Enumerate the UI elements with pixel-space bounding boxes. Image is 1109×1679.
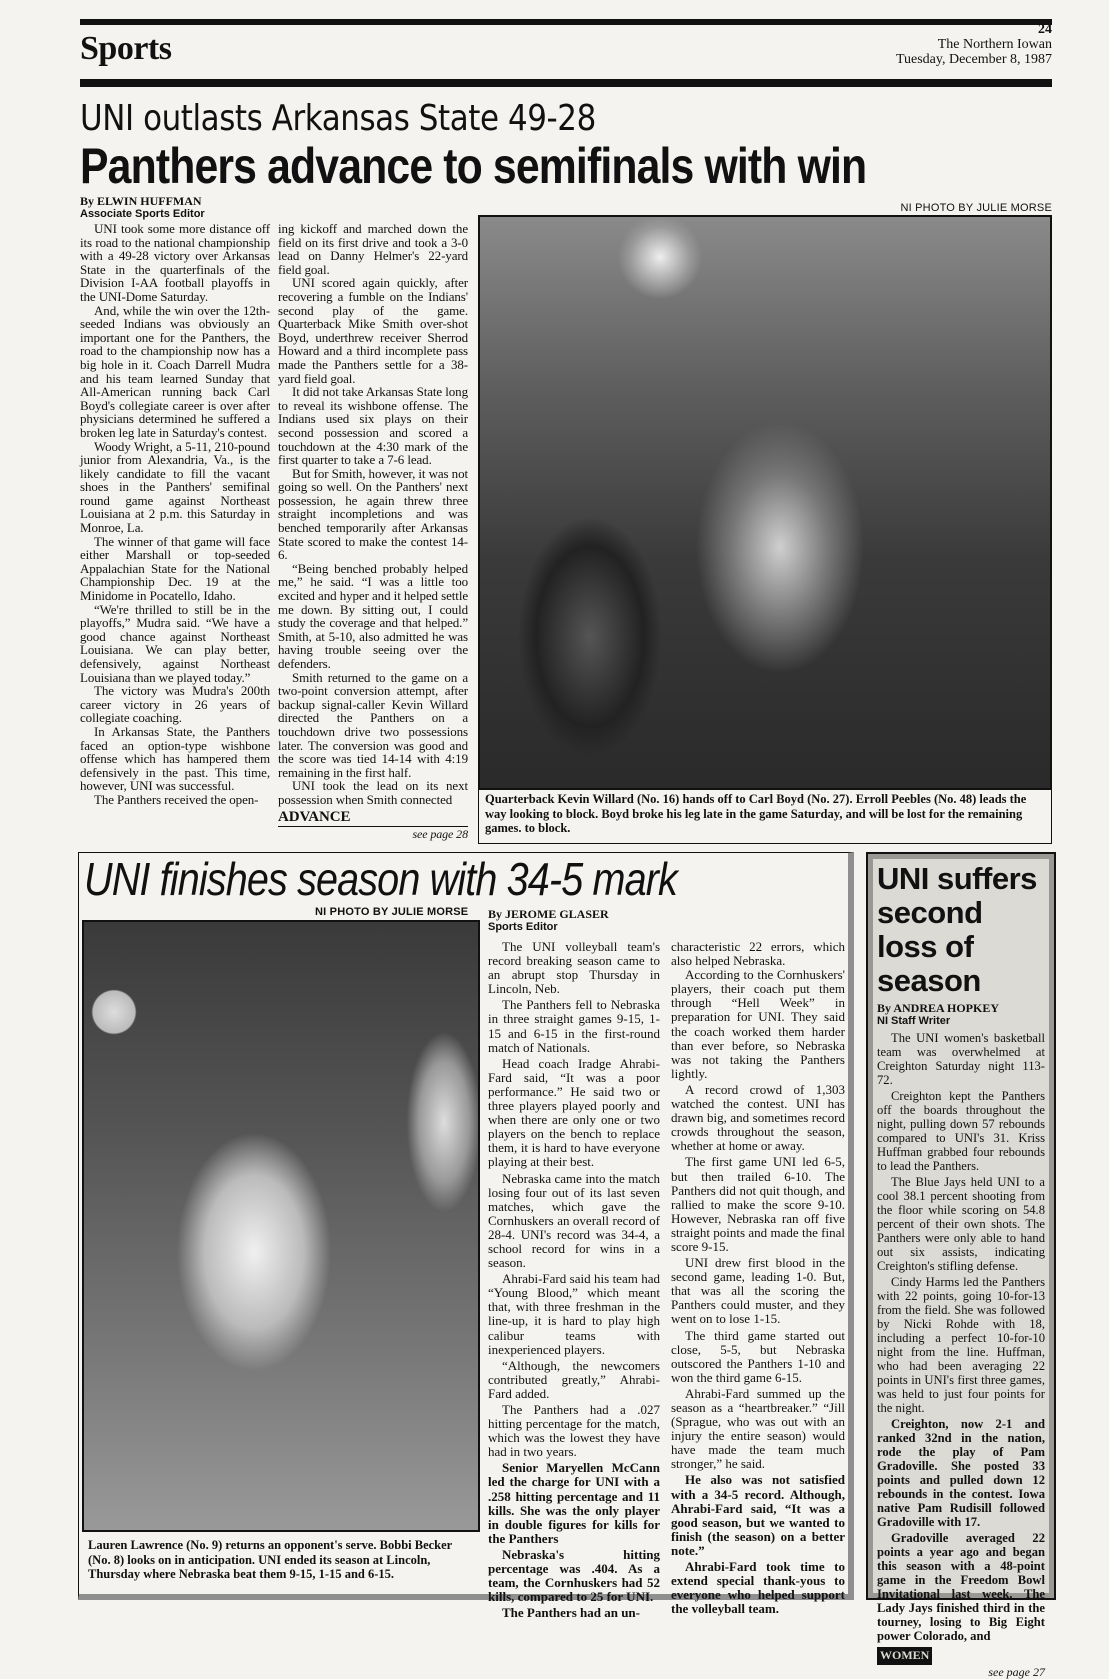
paragraph: characteristic 22 errors, which also helped Nebraska. [671,939,845,969]
volleyball-column-2 [671,940,845,1618]
paragraph: It did not take Arkansas State long to reveal its wishbone offense. The Indians used six plays on their second possession and scored a touchdown at the 4:30 mark of the first quarter to take a 7-6 lead. [278,384,468,468]
basketball-body [877,1031,1045,1643]
masthead-rule [80,79,1052,87]
paragraph: Nebraska came into the match losing four out of its last seven matches, which gave the Cornhuskers an overall record of 28-4. UNI's record was 34-4, a school record for wins in a season. [488,1170,660,1271]
basketball-headline: UNI suffers second loss of season [877,861,1037,998]
basketball-sidebar [866,852,1056,1679]
volleyball-byline-block [488,908,668,933]
volleyball-column-1 [488,940,660,1622]
paragraph: The Blue Jays held UNI to a cool 38.1 percent shooting from the floor while scoring on 54.8 percent of their own shots. The Panthers were only able to hand out six assists, indicating Creighton's stifling defense. [877,1175,1045,1273]
paragraph: The Panthers received the open- [94,791,259,807]
paragraph: Ahrabi-Fard summed up the season as a “heartbreaker.” “Jill (Sprague, who was out with an injury the entire season) would have made the team much stronger,” he said. [671,1385,845,1472]
football-headline: Panthers advance to semifinals with win [80,138,867,194]
jump-label-women[interactable]: WOMEN [877,1647,932,1665]
paragraph: “Although, the newcomers contributed greatly,” Ahrabi-Fard added. [488,1357,660,1401]
jump-page-link[interactable]: see page 27 [988,1665,1045,1679]
volleyball-photo-credit: NI PHOTO BY JULIE MORSE [315,906,469,918]
paragraph: Ahrabi-Fard took time to extend special thank-yous to everyone who helped support the volleyball team. [671,1559,845,1617]
paragraph: Senior Maryellen McCann led the charge for UNI with a .258 hitting percentage and 11 kills. She was the only player in double figures for kills for the Panthers [488,1460,660,1546]
paragraph: Nebraska's hitting percentage was .404. As a team, the Cornhuskers had 52 kills, compared to 25 for UNI. [488,1546,660,1605]
paragraph: Ahrabi-Fard said his team had “Young Blood,” which meant that, with three freshman in the line-up, it is hard to play high calibur teams with inexperienced players. [488,1271,660,1357]
football-photo-caption: Quarterback Kevin Willard (No. 16) hands off to Carl Boyd (No. 27). Erroll Peebles (No. 48) leads the way looking to block. Boyd broke his leg late in the game Saturday, and will be lost for the remaining games. to block. [478,790,1052,844]
basketball-byline: By ANDREA HOPKEY [877,1001,1000,1015]
paragraph: The victory was Mudra's 200th career victory in 26 years of collegiate coaching. [80,683,270,726]
paragraph: According to the Cornhuskers' players, their coach put them through “Hell Week” in preparation for UNI. They said the coach worked them harder than ever before, so Nebraska was not taking the Panthers lightly. [671,967,845,1081]
football-photo-credit: NI PHOTO BY JULIE MORSE [900,202,1052,214]
football-column-1 [80,222,270,807]
paragraph: ing kickoff and marched down the field on its first drive and took a 3-0 lead on Danny Helmer's 22-yard field goal. [278,221,468,277]
paragraph: Creighton kept the Panthers off the boards throughout the night, pulling down 57 rebounds compared to UNI's 31. Kriss Huffman grabbed four rebounds to lead the Panthers. [877,1089,1045,1173]
issue-info [896,22,1052,67]
paragraph: The first game UNI led 6-5, but then trailed 6-10. The Panthers did not quit though, and rallied to make the score 9-10. However, Nebraska ran off five straight points and made the final score 9-15. [671,1154,845,1254]
jump-label-advance[interactable]: ADVANCE [278,809,468,827]
paragraph: The Panthers fell to Nebraska in three straight games 9-15, 1-15 and 6-15 in the first-round match of Nationals. [488,997,660,1055]
paragraph: Gradoville averaged 22 points a year ago and began this season with a 48-point game in the Freedom Bowl Invitational last week. The Lady Jays finished third in the tourney, losing to Big Eight power Colorado, and [877,1531,1045,1643]
paragraph: Creighton, now 2-1 and ranked 32nd in the nation, rode the play of Pam Gradoville. She posted 33 points and pulled down 12 rebounds in the contest. Iowa native Pam Rudisill followed Gradoville with 17. [877,1417,1045,1529]
paragraph: The UNI women's basketball team was overwhelmed at Creighton Saturday night 113-72. [877,1031,1045,1087]
paragraph: The Panthers had a .027 hitting percentage for the match, which was the lowest they have had in two years. [488,1402,660,1460]
football-kicker: UNI outlasts Arkansas State 49-28 [80,98,596,139]
paragraph: The Panthers had an un- [502,1605,640,1621]
paragraph: And, while the win over the 12th-seeded Indians was obviously an important one for the Panthers, the road to the championship now has a big hole in it. Coach Darrell Mudra and his team learned Sunday that All-American running back Carl Boyd's collegiate career is over after physicians determined he suffered a broken leg late in Saturday's contest. [80,302,270,440]
paragraph: “Being benched probably helped me,” he said. “I was a little too excited and hyper and it helped settle me down. By sitting out, I could study the coverage and that helped.” Smith, at 5-10, also admitted he was having trouble seeing over the defenders. [278,560,468,671]
paragraph: A record crowd of 1,303 watched the contest. UNI has drawn big, and sometimes record crowds throughout the season, whether at home or away. [671,1081,845,1154]
basketball-byline-title: NI Staff Writer [877,1015,951,1027]
paragraph: In Arkansas State, the Panthers faced an option-type wishbone offense which has hampered them defensively in the past. This time, however, UNI was successful. [80,723,270,794]
paragraph: UNI took the lead on its next possession when Smith connected [278,778,468,807]
football-photo [478,215,1052,790]
paragraph: UNI took some more distance off its road to the national championship with a 49-28 victory over Arkansas State in the quarterfinals of the Division I-AA football playoffs in the UNI-Dome Saturday. [80,221,270,304]
paper-name: The Northern Iowan [937,37,1052,52]
volleyball-byline-title: Sports Editor [488,921,558,933]
paragraph: The winner of that game will face either Marshall or top-seeded Appalachian State for the National Championship Dec. 19 at the Minidome in Pocatello, Idaho. [80,533,270,604]
paragraph: UNI drew first blood in the second game, leading 1-0. But, that was all the scoring the Panthers could muster, and they went on to lose 1-15. [671,1255,845,1327]
page-number: 24 [1038,22,1052,37]
jump-page-link[interactable]: see page 28 [412,826,468,841]
paragraph: Woody Wright, a 5-11, 210-pound junior from Alexandria, Va., is the likely candidate to fill the vacant shoes in the Panthers' semifinal round game against Northeast Louisiana at 2 p.m. this Saturday in Monroe, La. [80,438,270,536]
paragraph: Smith returned to the game on a two-point conversion attempt, after backup signal-caller Kevin Willard directed the Panthers on a touchdown drive two possessions later. The conversion was good and the score was tied 14-14 with 4:19 remaining in the first half. [278,669,468,780]
paragraph: He also was not satisfied with a 34-5 record. Although, Ahrabi-Fard said, “It was a good season, but we wanted to finish (the season) on a better note.” [671,1472,845,1558]
football-byline-block [80,195,270,220]
paragraph: Head coach Iradge Ahrabi-Fard said, “It was a poor performance.” He said two or three players played poorly and when there are only one or two players on the bench to replace them, it is hard to have everyone playing at their best. [488,1055,660,1170]
paragraph: The third game started out close, 5-5, but Nebraska outscored the Panthers 1-10 and won the third game 6-15. [671,1327,845,1385]
issue-date: Tuesday, December 8, 1987 [895,52,1052,67]
paragraph: UNI scored again quickly, after recovering a fumble on the Indians' second play of the game. Quarterback Mike Smith over-shot Boyd, underthrew receiver Sherrod Howard and a third incomplete pass made the Panthers settle for a 38-yard field goal. [278,275,468,386]
paragraph: “We're thrilled to still be in the playoffs,” Mudra said. “We have a good chance against Northeast Louisiana. We can play better, defensively, against Northeast Louisiana than we played today.” [80,601,270,685]
volleyball-headline: UNI finishes season with 34-5 mark [84,853,677,905]
football-byline-title: Associate Sports Editor [80,208,205,220]
paragraph: The UNI volleyball team's record breaking season came to an abrupt stop Thursday in Lincoln, Neb. [488,939,660,997]
football-byline: By ELWIN HUFFMAN [80,194,202,208]
paragraph: But for Smith, however, it was not going so well. On the Panthers' next possession, he again threw three straight incompletions and was benched temporarily after Arkansas State scored to make the contest 14-6. [278,465,468,563]
paragraph: Cindy Harms led the Panthers with 22 points, going 10-for-13 from the field. She was followed by Nicki Rohde with 18, including a perfect 10-for-10 night from the line. Huffman, who had been averaging 22 points in UNI's first three games, was held to just four points for the night. [877,1275,1045,1415]
volleyball-byline: By JEROME GLASER [488,907,609,921]
volleyball-photo-caption: Lauren Lawrence (No. 9) returns an opponent's serve. Bobbi Becker (No. 8) looks on in anticipation. UNI ended its season at Lincoln, Thursday where Nebraska beat them 9-15, 1-15 and 6-15. [82,1532,480,1584]
section-title: Sports [80,30,172,67]
football-column-2 [278,222,468,841]
volleyball-photo [82,920,480,1532]
